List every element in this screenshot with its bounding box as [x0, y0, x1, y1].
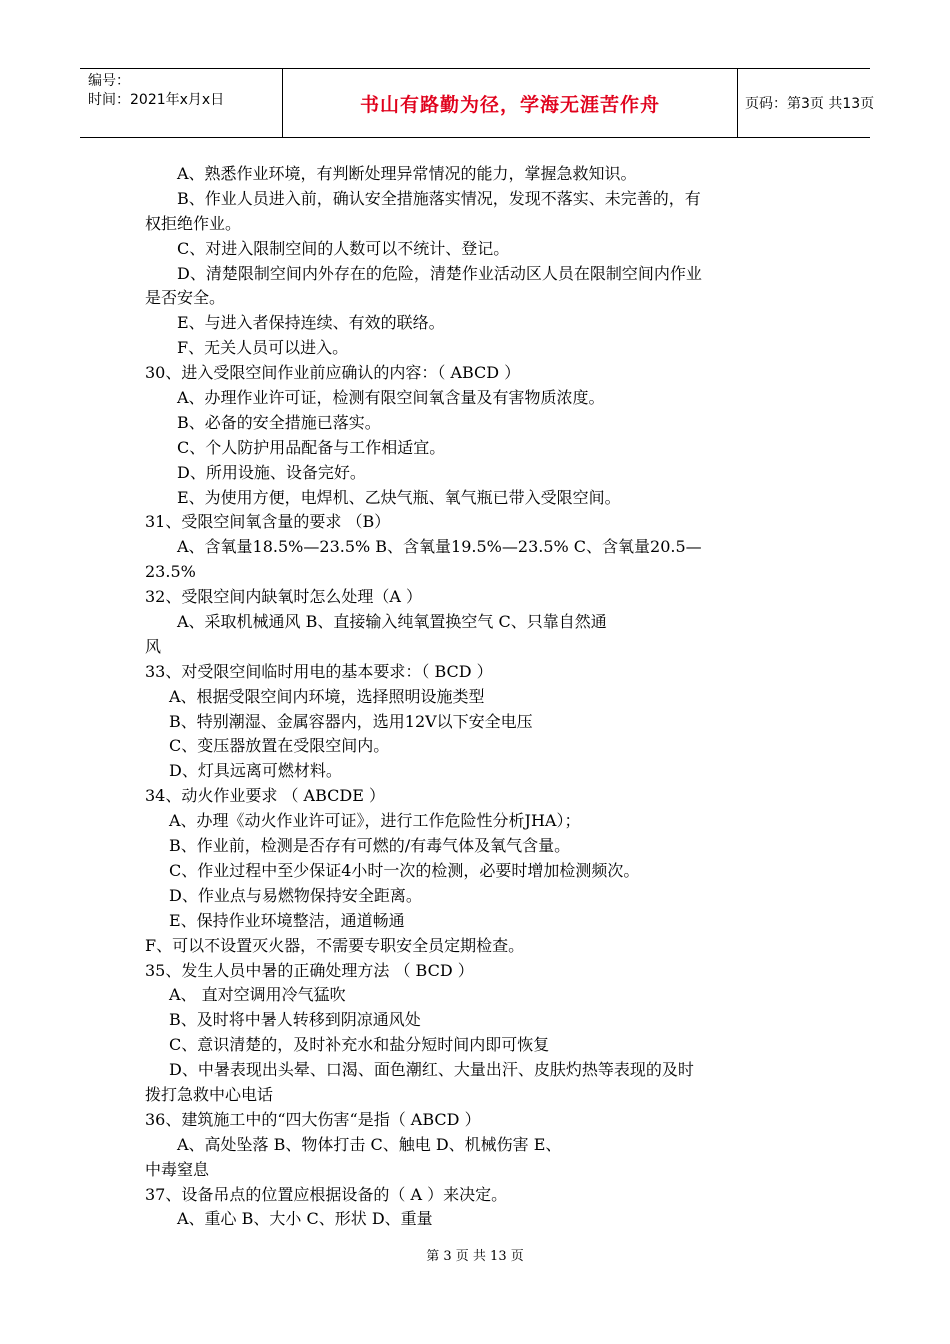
header-meta: [80, 69, 282, 137]
header-page-info: 页码：第3页 共13页: [745, 96, 875, 112]
text-line: C、作业过程中至少保证4小时一次的检测，必要时增加检测频次。: [169, 860, 640, 880]
document-date: 时间：2021年x月x日: [88, 92, 225, 108]
text-line: A、办理《动火作业许可证》，进行工作危险性分析JHA）；: [169, 811, 581, 831]
text-line: 31、受限空间氧含量的要求 （B）: [145, 512, 391, 532]
text-line: 33、对受限空间临时用电的基本要求：（ BCD ）: [145, 661, 493, 681]
text-line: 36、建筑施工中的“四大伤害“是指（ ABCD ）: [145, 1109, 481, 1129]
text-line: A、重心 B、大小 C、形状 D、重量: [177, 1209, 433, 1229]
text-line: 拨打急救中心电话: [145, 1084, 274, 1104]
text-line: 中毒窒息: [145, 1159, 210, 1179]
text-line: C、对进入限制空间的人数可以不统计、登记。: [177, 238, 510, 258]
text-line: F、可以不设置灭火器，不需要专职安全员定期检查。: [145, 935, 525, 955]
text-line: A、办理作业许可证，检测有限空间氧含量及有害物质浓度。: [177, 388, 605, 408]
page-header: [80, 68, 875, 138]
text-line: C、变压器放置在受限空间内。: [169, 736, 390, 756]
document-number-label: 编号：: [88, 73, 130, 89]
text-line: E、与进入者保持连续、有效的联络。: [177, 313, 445, 333]
text-line: A、含氧量18.5%—23.5% B、含氧量19.5%—23.5% C、含氧量20.5—: [177, 537, 702, 557]
text-line: A、熟悉作业环境，有判断处理异常情况的能力，掌握急救知识。: [177, 164, 637, 183]
text-line: 是否安全。: [145, 288, 226, 308]
document-body: [145, 162, 810, 1232]
text-line: A、 直对空调用冷气猛吹: [169, 985, 346, 1005]
text-line: D、中暑表现出头晕、口渴、面色潮红、大量出汗、皮肤灼热等表现的及时: [169, 1060, 694, 1080]
text-line: D、所用设施、设备完好。: [177, 462, 366, 482]
text-line: B、作业前，检测是否存有可燃的/有毒气体及氧气含量。: [169, 836, 571, 856]
text-line: 权拒绝作业。: [145, 213, 242, 233]
text-line: F、无关人员可以进入。: [177, 338, 349, 358]
text-line: 风: [145, 636, 162, 656]
text-line: D、清楚限制空间内外存在的危险，清楚作业活动区人员在限制空间内作业: [177, 263, 702, 283]
text-line: A、采取机械通风 B、直接输入纯氧置换空气 C、只靠自然通: [177, 612, 607, 632]
text-line: 34、动火作业要求 （ ABCDE ）: [145, 786, 385, 806]
text-line: D、灯具远离可燃材料。: [169, 761, 342, 781]
text-line: 23.5%: [145, 562, 196, 582]
motto-text: 书山有路勤为径，学海无涯苦作舟: [359, 93, 660, 116]
header-motto-cell: [282, 69, 738, 137]
text-line: A、高处坠落 B、物体打击 C、触电 D、机械伤害 E、: [177, 1134, 562, 1154]
text-line: 35、发生人员中暑的正确处理方法 （ BCD ）: [145, 960, 474, 980]
text-line: B、及时将中暑人转移到阴凉通风处: [169, 1010, 421, 1030]
text-line: A、根据受限空间内环境，选择照明设施类型: [169, 686, 485, 706]
header-page-cell: [737, 69, 875, 137]
text-line: 37、设备吊点的位置应根据设备的（ A ）来决定。: [145, 1184, 508, 1204]
text-line: C、意识清楚的，及时补充水和盐分短时间内即可恢复: [169, 1035, 550, 1055]
text-line: B、必备的安全措施已落实。: [177, 412, 381, 432]
text-line: B、作业人员进入前，确认安全措施落实情况，发现不落实、未完善的，有: [177, 188, 701, 208]
text-line: D、作业点与易燃物保持安全距离。: [169, 885, 422, 905]
text-line: C、个人防护用品配备与工作相适宜。: [177, 437, 446, 457]
text-line: B、特别潮湿、金属容器内，选用12V以下安全电压: [169, 711, 533, 731]
text-line: E、为使用方便，电焊机、乙炔气瓶、氧气瓶已带入受限空间。: [177, 487, 621, 507]
text-line: 30、进入受限空间作业前应确认的内容：（ ABCD ）: [145, 363, 521, 383]
text-line: 32、受限空间内缺氧时怎么处理（A ）: [145, 587, 423, 607]
page-footer: 第 3 页 共 13 页: [426, 1249, 524, 1264]
text-line: E、保持作业环境整洁，通道畅通: [169, 910, 405, 930]
